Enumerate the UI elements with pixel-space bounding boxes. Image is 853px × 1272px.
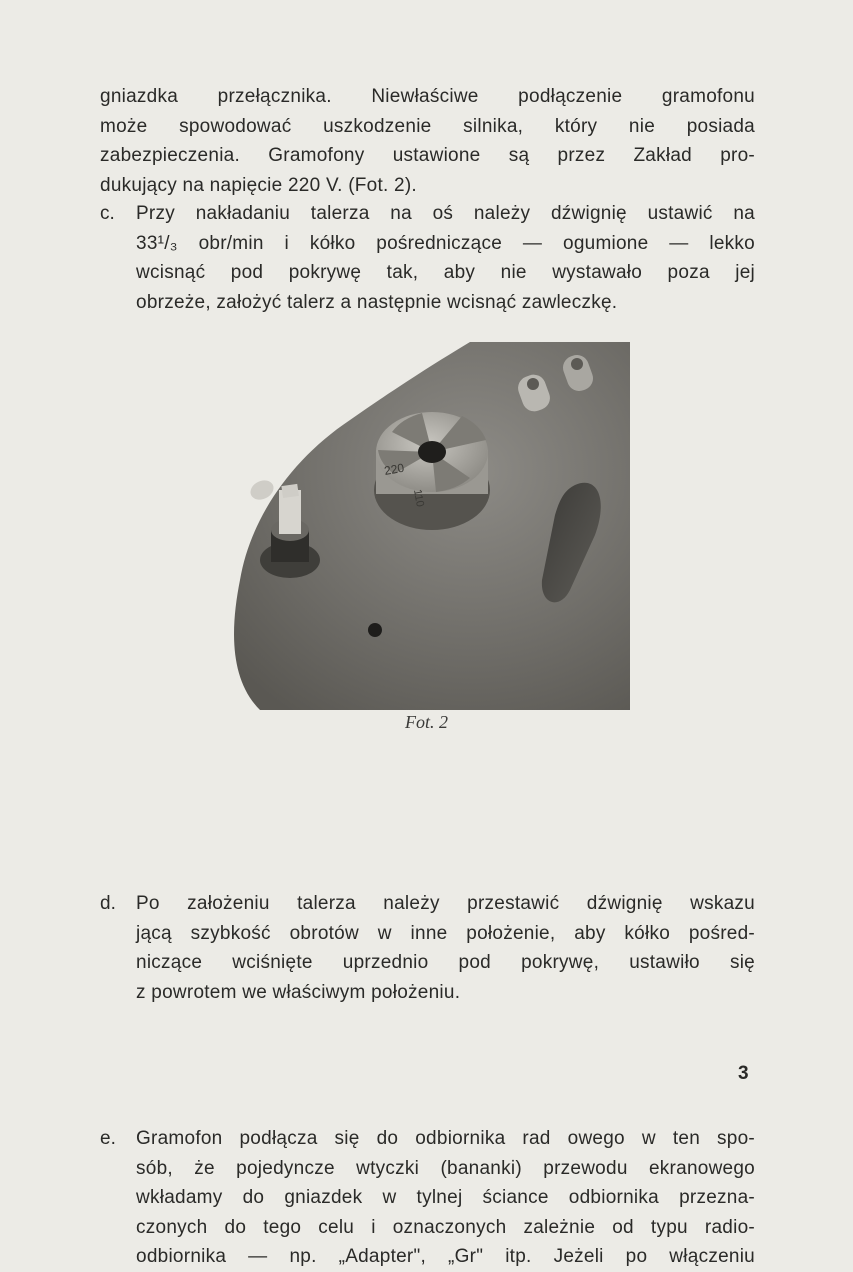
- list-item-e: [100, 1124, 755, 1272]
- text-line: wkładamy do gniazdek w tylnej ściance odbiornika przezna-: [136, 1187, 755, 1208]
- svg-text:220: 220: [383, 460, 406, 478]
- text-line: odbiornika — np. „Adapter", „Gr" itp. Jeżeli po włączeniu: [136, 1246, 755, 1267]
- text-line: wcisnąć pod pokrywę tak, aby nie wystawało poza jej: [136, 262, 755, 283]
- voltage-selector-icon: [374, 412, 490, 530]
- text-line: gniazdka przełącznika. Niewłaściwe podłączenie gramofonu: [100, 86, 755, 107]
- text-line: Gramofon podłącza się do odbiornika rad owego w ten spo-: [136, 1128, 755, 1149]
- svg-text:110: 110: [411, 488, 426, 508]
- paragraph-top: [100, 82, 755, 200]
- page-number: 3: [738, 1063, 749, 1084]
- list-item-c: [100, 199, 755, 317]
- text-line: sób, że pojedyncze wtyczki (banankі) przewodu ekranowego: [136, 1157, 755, 1179]
- text-line: dukujący na napięcie 220 V. (Fot. 2).: [100, 174, 417, 196]
- text-line: z powrotem we właściwym położeniu.: [136, 981, 461, 1003]
- text-line: obrzeże, założyć talerz a następnie wcisnąć zawleczkę.: [136, 291, 618, 313]
- screw-hole: [368, 623, 382, 637]
- list-marker: e.: [100, 1128, 116, 1149]
- list-item-d: [100, 889, 755, 1007]
- list-marker: d.: [100, 893, 116, 914]
- text-line: Przy nakładaniu talerza na oś należy dźwignię ustawić na: [136, 203, 755, 224]
- text-line: 33¹/₃ obr/min i kółko pośredniczące — ogumione — lekko: [136, 232, 755, 254]
- photo-caption: Fot. 2: [405, 712, 448, 732]
- text-line: czonych do tego celu i oznaczonych zależnie od typu radio-: [136, 1216, 755, 1238]
- list-marker: c.: [100, 203, 115, 224]
- text-line: jącą szybkość obrotów w inne położenie, aby kółko pośred-: [136, 922, 755, 944]
- text-line: Po założeniu talerza należy przestawić dźwignię wskazu: [136, 893, 755, 914]
- text-line: zabezpieczenia. Gramofony ustawione są przez Zakład pro-: [100, 145, 755, 166]
- text-line: niczące wciśnięte uprzednio pod pokrywę, ustawiło się: [136, 952, 755, 973]
- text-line: może spowodować uszkodzenie silnika, który nie posiada: [100, 115, 755, 137]
- gramophone-photo: [170, 340, 630, 710]
